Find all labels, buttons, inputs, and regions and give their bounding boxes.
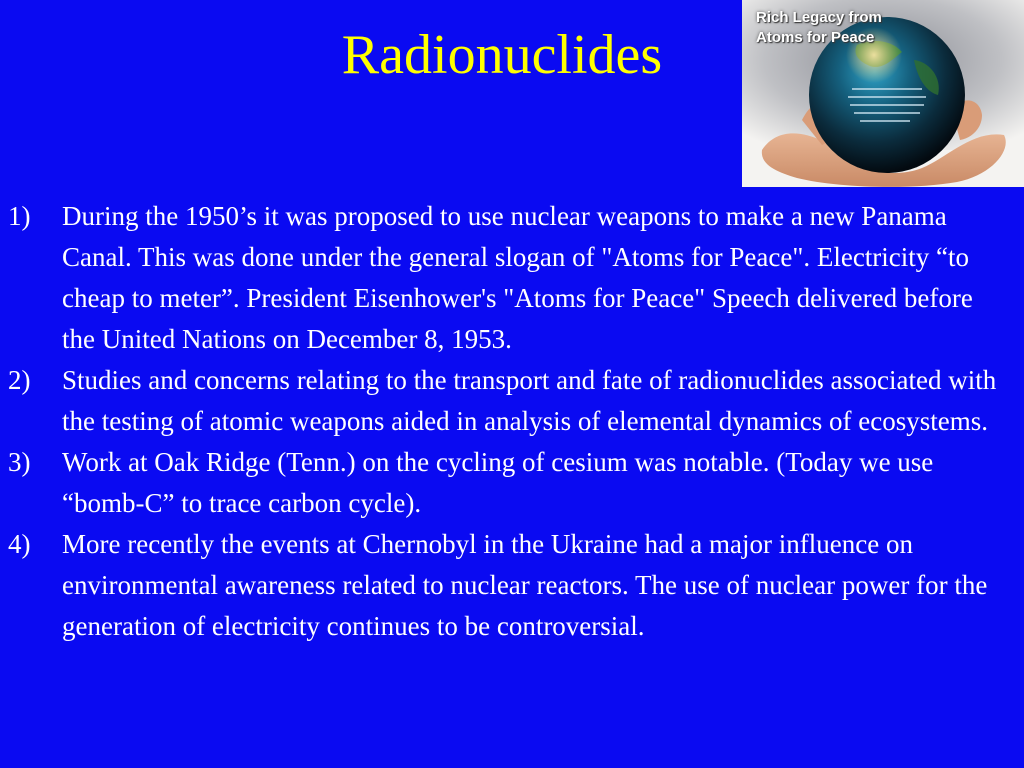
item-text: Studies and concerns relating to the transport and fate of radionuclides associated with the testing of atomic weapons aided in analysis of elemental dynamics of ecosystems. — [62, 365, 997, 436]
item-number: 3) — [8, 447, 31, 477]
item-text: Work at Oak Ridge (Tenn.) on the cycling of cesium was notable. (Today we use “bomb-C” to trace carbon cycle). — [62, 447, 934, 518]
slide-title: Radionuclides — [341, 24, 663, 86]
item-number: 4) — [8, 529, 31, 559]
list-item — [0, 196, 1010, 360]
list-item — [0, 360, 1010, 442]
atoms-for-peace-image — [742, 0, 1024, 187]
item-number: 1) — [8, 201, 31, 231]
item-number: 2) — [8, 365, 31, 395]
item-text: More recently the events at Chernobyl in the Ukraine had a major influence on environmental awareness related to nuclear reactors. The use of nuclear power for the generation of electricity continues to be controversial. — [62, 529, 988, 641]
image-caption: Rich Legacy from Atoms for Peace — [756, 9, 882, 46]
bullet-list — [0, 196, 1010, 647]
item-text: During the 1950’s it was proposed to use nuclear weapons to make a new Panama Canal. This was done under the general slogan of "Atoms for Peace". Electricity “to cheap to meter”. President Eisenhower's "Atoms for Peace" Speech delivered before the United Nations on December 8, 1953. — [62, 201, 973, 354]
list-item — [0, 524, 1010, 647]
list-item — [0, 442, 1010, 524]
